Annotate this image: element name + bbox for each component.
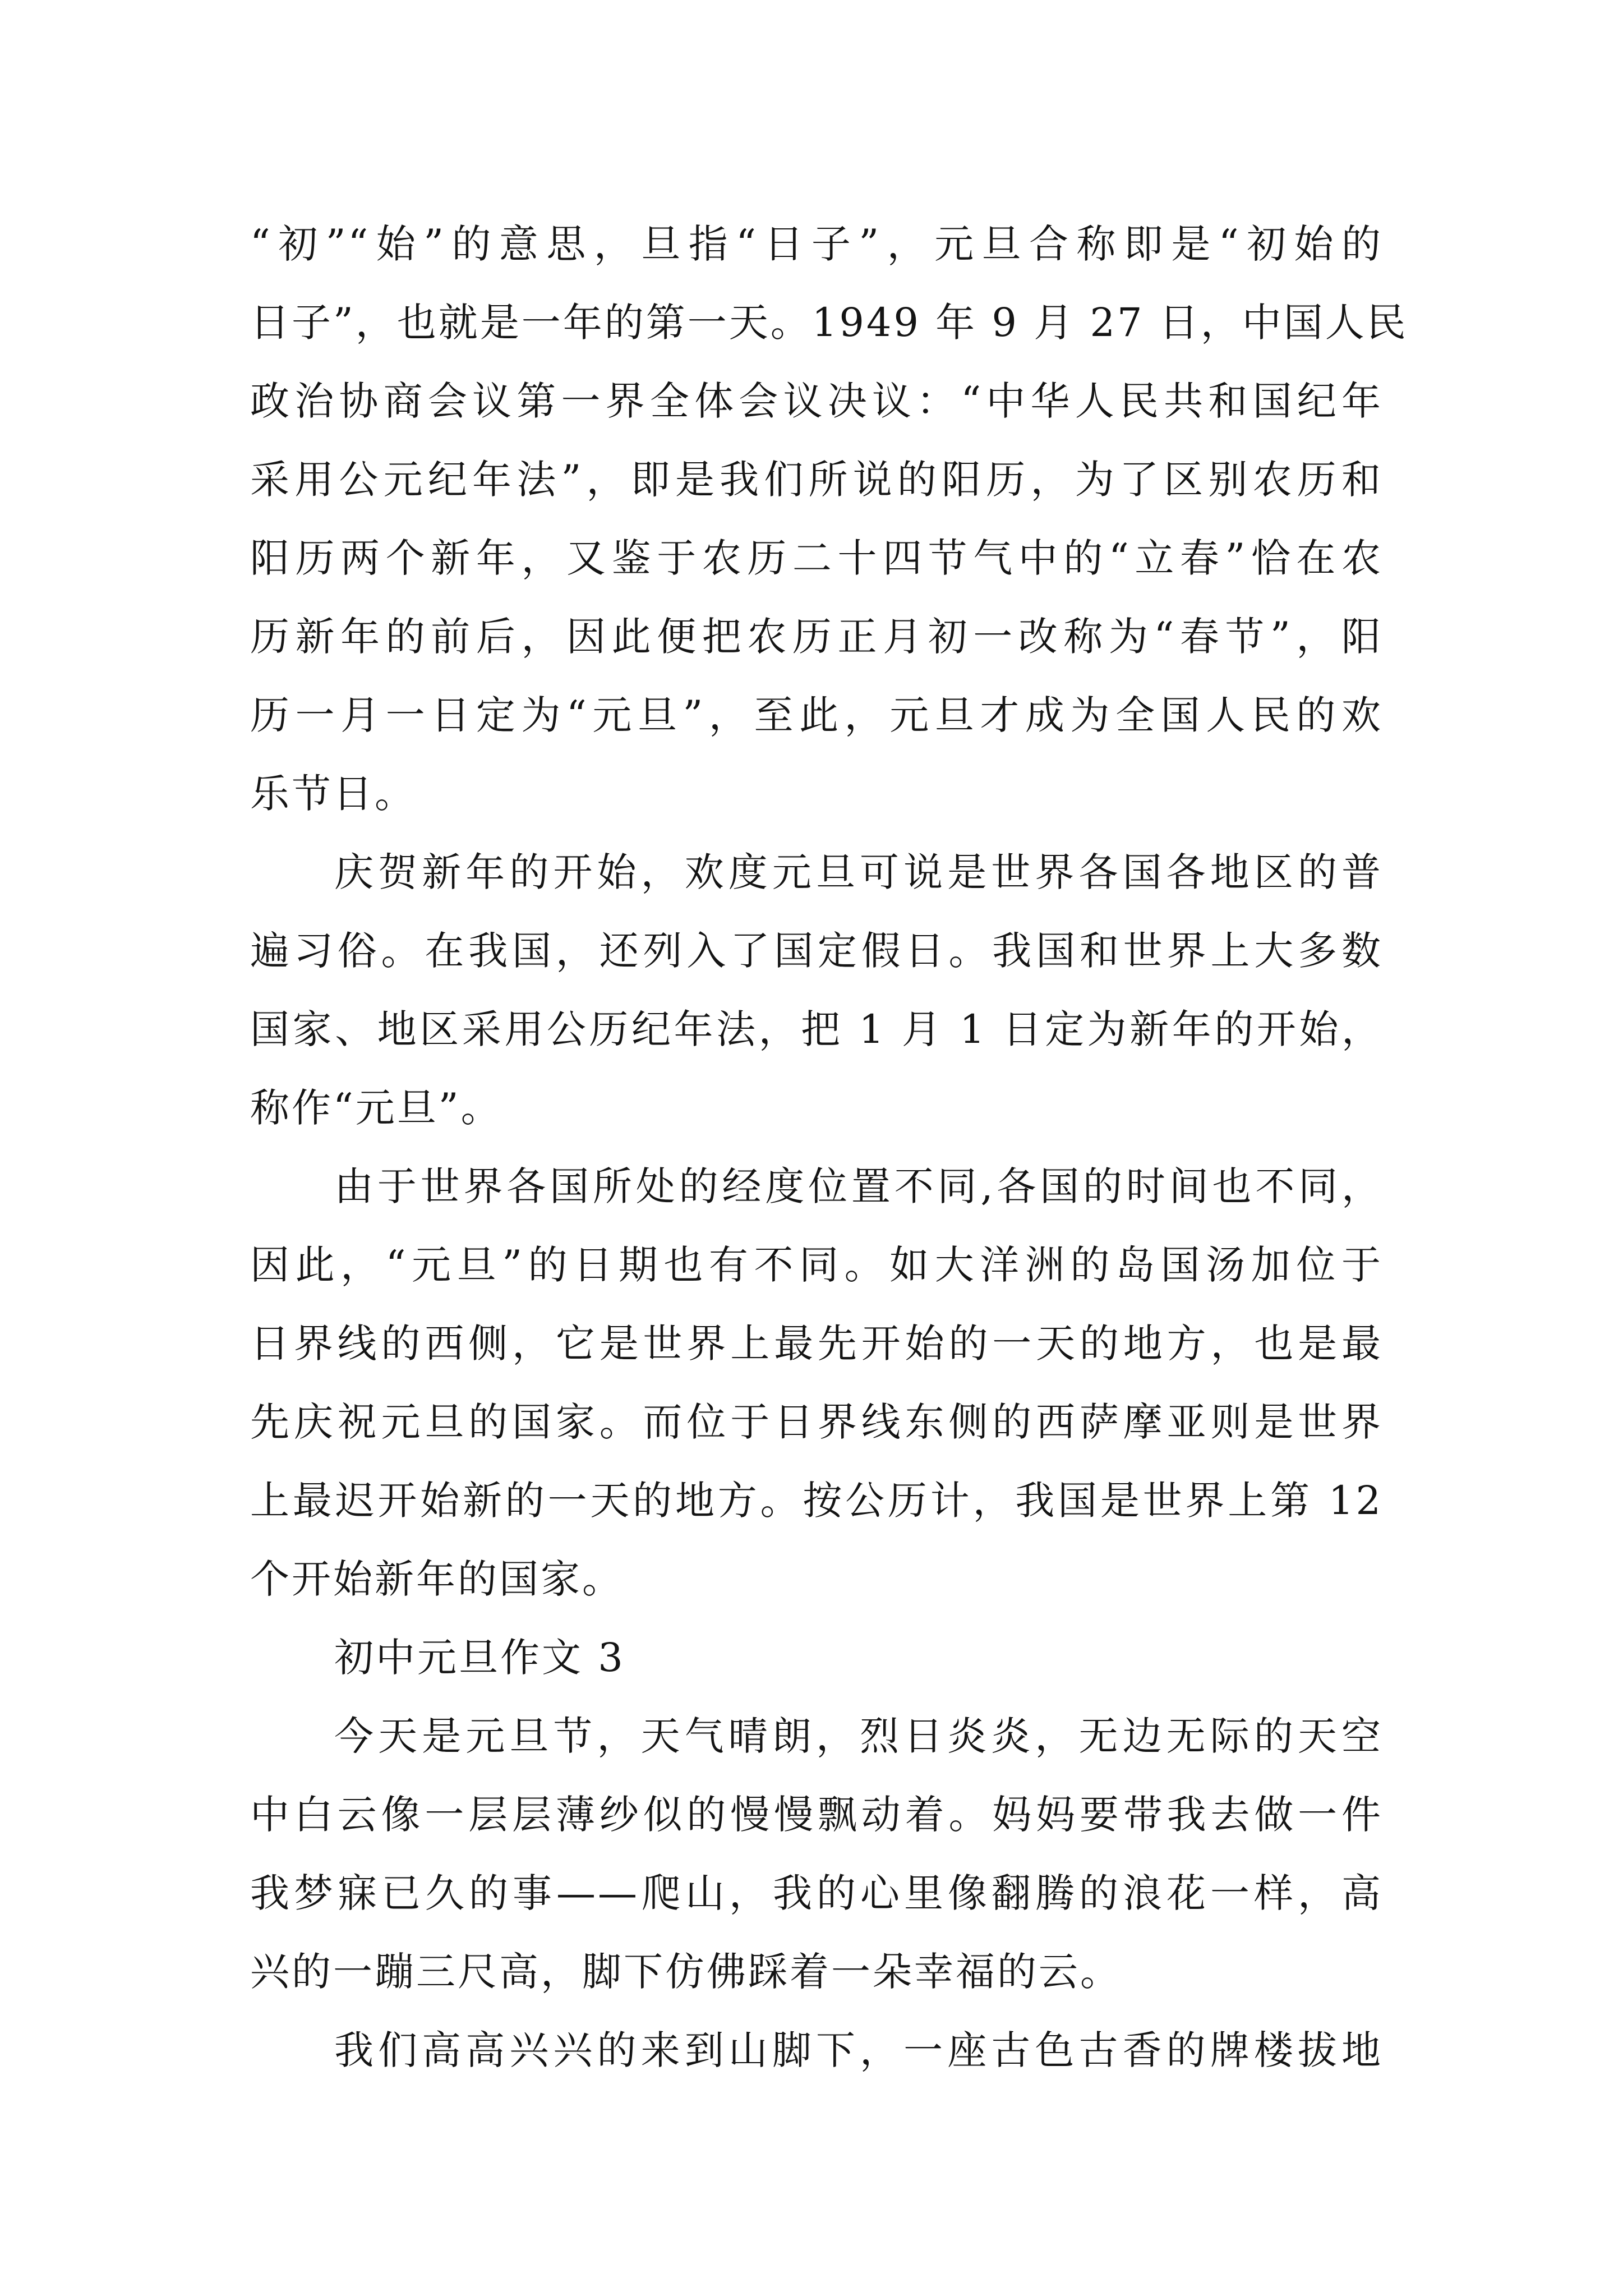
section-heading: 初中元旦作文 3 <box>334 1635 625 1681</box>
paragraph-start-line: 今天是元旦节，天气晴朗，烈日炎炎，无边无际的天空 <box>334 1713 1383 1759</box>
text-line: 个开始新年的国家。 <box>250 1556 624 1602</box>
text-line: 日子”，也就是一年的第一天。1949 年 9 月 27 日，中国人民 <box>250 300 1408 346</box>
text-line: 遍习俗。在我国，还列入了国定假日。我国和世界上大多数 <box>250 928 1383 974</box>
text-line: 我梦寐已久的事——爬山，我的心里像翻腾的浪花一样，高 <box>250 1870 1383 1916</box>
text-line: 因此，“元旦”的日期也有不同。如大洋洲的岛国汤加位于 <box>250 1242 1383 1288</box>
text-line: 日界线的西侧，它是世界上最先开始的一天的地方，也是最 <box>250 1320 1383 1366</box>
paragraph-start-line: 庆贺新年的开始，欢度元旦可说是世界各国各地区的普 <box>334 849 1383 895</box>
paragraph-start-line: 我们高高兴兴的来到山脚下，一座古色古香的牌楼拔地 <box>334 2027 1383 2073</box>
paragraph-start-line: 由于世界各国所处的经度位置不同,各国的时间也不同， <box>334 1163 1383 1209</box>
text-line: 国家、地区采用公历纪年法，把 1 月 1 日定为新年的开始， <box>250 1006 1383 1052</box>
text-line: 采用公元纪年法”，即是我们所说的阳历，为了区别农历和 <box>250 457 1383 503</box>
text-line: 称作“元旦”。 <box>250 1085 502 1131</box>
text-line: 上最迟开始新的一天的地方。按公历计，我国是世界上第 12 <box>250 1478 1383 1524</box>
text-line: 乐节日。 <box>250 771 416 817</box>
text-line: 阳历两个新年，又鉴于农历二十四节气中的“立春”恰在农 <box>250 535 1383 581</box>
text-line: 先庆祝元旦的国家。而位于日界线东侧的西萨摩亚则是世界 <box>250 1399 1383 1445</box>
text-line: 兴的一蹦三尺高，脚下仿佛踩着一朵幸福的云。 <box>250 1949 1122 1995</box>
text-line: “初”“始”的意思，旦指“日子”，元旦合称即是“初始的 <box>250 221 1383 267</box>
text-line: 历一月一日定为“元旦”，至此，元旦才成为全国人民的欢 <box>250 692 1383 738</box>
text-line: 历新年的前后，因此便把农历正月初一改称为“春节”，阳 <box>250 614 1383 660</box>
text-line: 中白云像一层层薄纱似的慢慢飘动着。妈妈要带我去做一件 <box>250 1792 1383 1838</box>
text-line: 政治协商会议第一界全体会议决议：“中华人民共和国纪年 <box>250 378 1383 424</box>
